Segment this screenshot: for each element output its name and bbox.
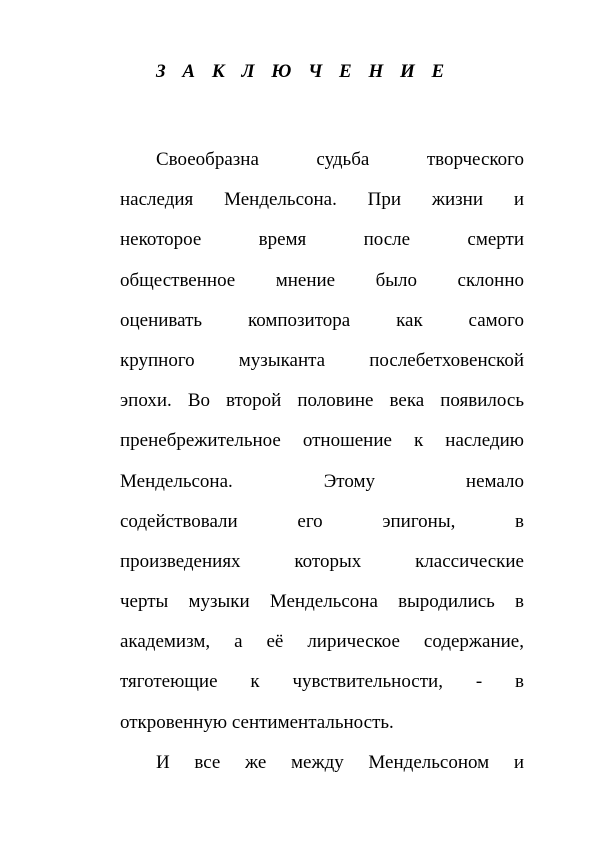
text-line: оценивать композитора как самого: [120, 309, 524, 331]
text-line: черты музыки Мендельсона выродились в: [120, 591, 524, 613]
body-text: [120, 140, 524, 783]
text-line: эпохи. Во второй половине века появилось: [120, 390, 524, 412]
page-heading: З А К Л Ю Ч Е Н И Е: [156, 61, 451, 82]
text-line: некоторое время после смерти: [120, 229, 524, 251]
text-line: И все же между Мендельсоном и: [156, 751, 524, 773]
text-line: академизм, а её лирическое содержание,: [120, 631, 524, 653]
text-line: наследия Мендельсона. При жизни и: [120, 189, 524, 211]
text-line: Мендельсона. Этому немало: [120, 470, 524, 492]
text-line: произведениях которых классические: [120, 550, 524, 572]
text-line: крупного музыканта послебетховенской: [120, 349, 524, 371]
text-line: содействовали его эпигоны, в: [120, 510, 524, 532]
text-line: откровенную сентиментальность.: [120, 711, 394, 733]
text-line: общественное мнение было склонно: [120, 269, 524, 291]
text-line: Своеобразна судьба творческого: [156, 149, 524, 170]
text-line: тяготеющие к чувствительности, - в: [120, 671, 524, 693]
text-line: пренебрежительное отношение к наследию: [120, 430, 524, 452]
